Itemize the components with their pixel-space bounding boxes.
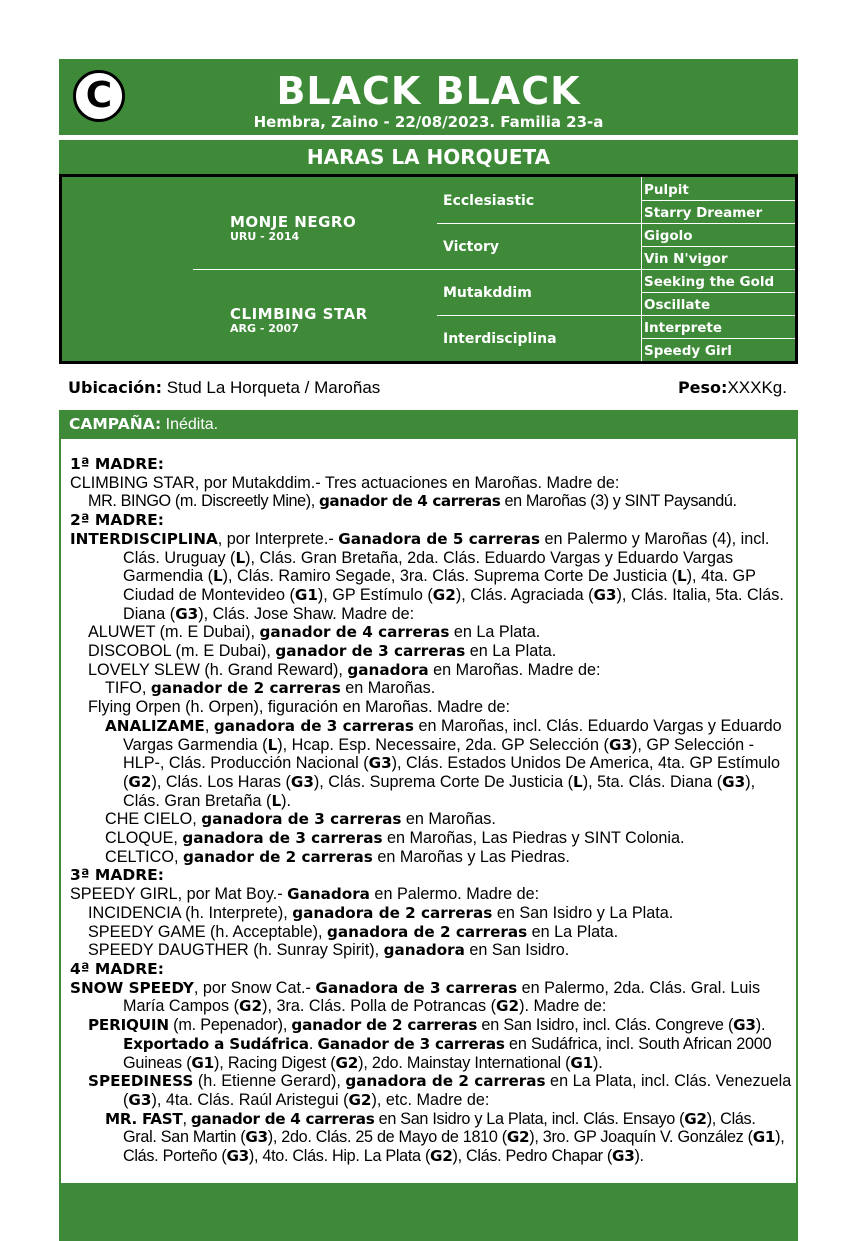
family-text: 1ª MADRE: CLIMBING STAR, por Mutakddim.- Tres actuaciones en Maroñas. Madre de: MR. BINGO (m. Discreetly Mine), ganador de 4 carreras en Maroñas (3) y SINT Paysandú. 2ª MADRE: INTERDISCIPLINA, por Interprete.- Ganadora de 5 carreras en Palermo y Maroñas (4), incl. Clás. Uruguay (L), Clás. Gran Bretaña, 2da. Clás. Eduardo Vargas y Eduardo Vargas Garmendia (L), Clás. Ramiro Segade, 3ra. Clás. Suprema Corte De Justicia (L), 4ta. GP Ciudad de Montevideo (G1), GP Estímulo (G2), Clás. Agraciada (G3), Clás. Italia, 5ta. Clás. Diana (G3), Clás. Jose Shaw. Madre de: ALUWET (m. E Dubai), ganador de 4 carreras en La Plata. DISCOBOL (m. E Dubai), ganador de 3 carreras en La Plata. LOVELY SLEW (h. Grand Reward), ganadora en Maroñas. Madre de: TIFO, ganador de 2 carreras en Maroñas. Flying Orpen (h. Orpen), figuración en Maroñas. Madre de: ANALIZAME, ganadora de 3 carreras en Maroñas, incl. Clás. Eduardo Vargas y Eduardo Vargas Garmendia (L), Hcap. Esp. Necessaire, 2da. GP Selección (G3), GP Selección -HLP-, Clás. Producción Nacional (G3), Clás. Estados Unidos De America, 4ta. GP Estímulo (G2), Clás. Los Haras (G3), Clás. Suprema Corte De Justicia (L), 5ta. Clás. Diana (G3), Clás. Gran Bretaña (L). CHE CIELO, ganadora de 3 carreras en Maroñas. CLOQUE, ganadora de 3 carreras en Maroñas, Las Piedras y SINT Colonia. CELTICO, ganador de 2 carreras en Maroñas y Las Piedras. 3ª MADRE: SPEEDY GIRL, por Mat Boy.- Ganadora en Palermo. Madre de: INCIDENCIA (h. Interprete), ganadora de 2 carreras en San Isidro y La Plata. SPEEDY GAME (h. Acceptable), ganadora de 2 carreras en La Plata. SPEEDY DAUGTHER (h. Sunray Spirit), ganadora en San Isidro. 4ª MADRE: SNOW SPEEDY, por Snow Cat.- Ganadora de 3 carreras en Palermo, 2da. Clás. Gral. Luis María Campos (G2), 3ra. Clás. Polla de Potrancas (G2). Madre de: PERIQUIN (m. Pepenador), ganador de 2 carreras en San Isidro, incl. Clás. Congreve (G3). Exportado a Sudáfrica. Ganador de 3 carreras en Sudáfrica, incl. South African 2000 Guineas (G1), Racing Digest (G2), 2do. Mainstay International (G1). SPEEDINESS (h. Etienne Gerard), ganadora de 2 carreras en La Plata, incl. Clás. Venezuela (G3), 4ta. Clás. Raúl Aristegui (G2), etc. Madre de: MR. FAST, ganador de 4 carreras en San Isidro y La Plata, incl. Clás. Ensayo (G2), Clás. Gral. San Martin (G3), 2do. Clás. 25 de Mayo de 1810 (G2), 3ro. GP Joaquín V. González (G1), Clás. Porteño (G3), 4to. Clás. Hip. La Plata (G2), Clás. Pedro Chapar (G3). [70,455,792,1166]
weight-value: XXXKg. [727,378,787,397]
location-row [59,364,798,410]
sire-origin: URU - 2014 [230,230,300,243]
pedigree [59,174,798,364]
ancestor-gen3: Pulpit [644,182,689,198]
header [59,59,798,135]
granddam-paternal: Victory [443,239,500,255]
ancestor-gen3: Oscillate [644,297,711,313]
catalog-card [59,59,798,1241]
campaign-value: Inédita. [165,416,219,433]
location-label: Ubicación: [68,378,162,397]
dam-heading: 4ª MADRE: [70,959,164,978]
grandsire-paternal: Ecclesiastic [443,193,535,209]
ancestor-gen3: Vin N'vigor [644,251,728,267]
sire-name: MONJE NEGRO [230,213,357,231]
dam-name: CLIMBING STAR [230,305,368,323]
ancestor-gen3: Starry Dreamer [644,205,763,221]
granddam-maternal: Interdisciplina [443,331,557,347]
dam-heading: 3ª MADRE: [70,866,164,885]
breeder-name: HARAS LA HORQUETA [59,140,798,174]
dam-heading: 1ª MADRE: [70,455,164,473]
weight-label: Peso: [677,378,728,397]
category-badge: C [73,70,125,122]
horse-details: Hembra, Zaino - 22/08/2023. Familia 23-a [253,113,604,131]
footer-band [59,1183,798,1241]
ancestor-gen3: Gigolo [644,228,693,244]
location-value: Stud La Horqueta / Maroñas [166,378,381,397]
campaign-row [59,410,798,439]
ancestor-gen3: Interprete [644,320,722,336]
ancestor-gen3: Speedy Girl [644,343,732,359]
campaign-label: CAMPAÑA: [69,415,162,433]
horse-name: BLACK BLACK [276,69,581,113]
dam-heading: 2ª MADRE: [70,511,164,530]
ancestor-gen3: Seeking the Gold [644,274,775,290]
dam-origin: ARG - 2007 [230,322,299,335]
grandsire-maternal: Mutakddim [443,285,532,301]
family-section [59,439,798,1183]
